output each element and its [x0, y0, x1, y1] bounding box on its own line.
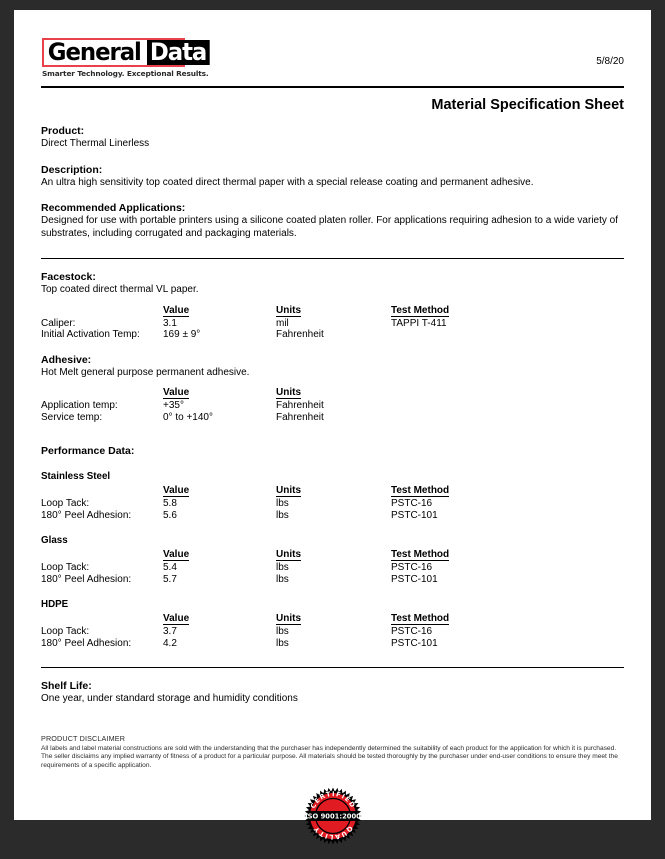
disclaimer-title: PRODUCT DISCLAIMER — [41, 733, 126, 743]
adhesive-text: Hot Melt general purpose permanent adhesive. — [41, 366, 250, 378]
table-row — [41, 574, 624, 586]
document-body — [14, 125, 651, 258]
column-header-units-label: Units — [276, 549, 301, 560]
table-header-row — [41, 485, 624, 498]
row-value: 4.2 — [163, 637, 177, 649]
column-header-blank — [41, 549, 163, 562]
column-header-units — [276, 387, 391, 400]
column-header-test-method — [391, 305, 624, 318]
adhesive-table — [41, 387, 624, 423]
performance-table-glass — [41, 549, 624, 585]
row-units: Fahrenheit — [276, 329, 324, 340]
logo-mark — [42, 38, 207, 67]
row-value: 5.7 — [163, 573, 177, 585]
column-header-value — [163, 485, 276, 498]
row-test-method — [391, 400, 624, 412]
column-header-units-label: Units — [276, 613, 301, 624]
column-header-value — [163, 613, 276, 626]
row-label: Service temp: — [41, 411, 103, 423]
row-units: lbs — [276, 626, 289, 637]
disclaimer-text: All labels and label material constructions are sold with the understanding that the purchaser has independently determined the suitability of each product for the application for which it is purchased. The seller disclaims any implied warranty of fitness of a product for a particular purpose. All materials should be tested thoroughly by the purchaser under end-user conditions to ensure they meet the requirements of a specific application. — [41, 744, 618, 769]
performance-group-name: Stainless Steel — [41, 471, 111, 482]
table-row — [41, 510, 624, 522]
table-row — [41, 498, 624, 510]
column-header-units — [276, 613, 391, 626]
performance-group-name: Glass — [41, 535, 68, 546]
row-value: 0° to +140° — [163, 411, 213, 423]
shelf-life-text: One year, under standard storage and humidity conditions — [41, 693, 298, 704]
iso-seal-top-text: CERTIFIED — [308, 790, 357, 811]
performance-group-name: HDPE — [41, 599, 69, 610]
column-header-value — [163, 387, 276, 400]
performance-data-heading: Performance Data: — [41, 445, 135, 457]
column-header-units — [276, 549, 391, 562]
recommended-applications-text: Designed for use with portable printers using a silicone coated platen roller. For applications requiring adhesion to a wide variety of substrates, including corrugated and packaging materials. — [41, 215, 618, 239]
column-header-blank — [41, 485, 163, 498]
row-test-method: PSTC-16 — [391, 562, 433, 573]
row-units: lbs — [276, 637, 289, 649]
column-header-blank — [41, 305, 163, 318]
row-label: Loop Tack: — [41, 626, 90, 637]
company-logo — [42, 38, 209, 78]
row-units: lbs — [276, 509, 289, 521]
document-footer-body — [14, 680, 651, 846]
column-header-value-label: Value — [163, 613, 190, 624]
column-header-test-method — [391, 613, 624, 626]
row-value: 5.8 — [163, 498, 177, 509]
row-test-method — [391, 329, 624, 341]
table-header-row — [41, 305, 624, 318]
recommended-applications-heading: Recommended Applications: — [41, 202, 186, 214]
document-page — [14, 10, 651, 842]
table-row — [41, 562, 624, 574]
table-row — [41, 329, 624, 341]
table-row — [41, 412, 624, 424]
row-units: lbs — [276, 498, 289, 509]
shelf-life-divider — [41, 667, 624, 668]
adhesive-heading: Adhesive: — [41, 353, 92, 366]
description-heading: Description: — [41, 163, 103, 176]
iso-seal-center-text: ISO 9001:2000 — [304, 812, 361, 821]
column-header-test-method-label: Test Method — [391, 613, 450, 624]
row-units: lbs — [276, 562, 289, 573]
document-title: Material Specification Sheet — [431, 97, 624, 113]
facestock-divider — [41, 258, 624, 259]
table-row — [41, 626, 624, 638]
row-value: 169 ± 9° — [163, 329, 201, 340]
row-test-method: PSTC-16 — [391, 498, 433, 509]
column-header-blank — [41, 613, 163, 626]
column-header-empty — [391, 387, 624, 400]
column-header-test-method-label: Test Method — [391, 549, 450, 560]
row-label: 180° Peel Adhesion: — [41, 637, 132, 649]
row-value: +35° — [163, 400, 184, 411]
row-test-method: PSTC-101 — [391, 573, 438, 585]
performance-table-stainless-steel — [41, 485, 624, 521]
column-header-units-label: Units — [276, 485, 301, 496]
row-value: 3.7 — [163, 626, 177, 637]
facestock-heading: Facestock: — [41, 271, 96, 283]
row-test-method: TAPPI T-411 — [391, 317, 447, 329]
product-heading: Product: — [41, 125, 85, 137]
table-header-row — [41, 613, 624, 626]
column-header-blank — [41, 387, 163, 400]
row-label: Loop Tack: — [41, 562, 90, 573]
table-header-row — [41, 387, 624, 400]
facestock-text: Top coated direct thermal VL paper. — [41, 284, 199, 295]
column-header-value-label: Value — [163, 549, 190, 560]
row-units: Fahrenheit — [276, 400, 324, 411]
column-header-units — [276, 305, 391, 318]
product-text: Direct Thermal Linerless — [41, 138, 150, 149]
row-units: Fahrenheit — [276, 411, 324, 423]
row-label: Application temp: — [41, 400, 118, 411]
description-text: An ultra high sensitivity top coated direct thermal paper with a special release coating and permanent adhesive. — [41, 176, 534, 188]
certification-seal-area — [41, 786, 624, 846]
document-date: 5/8/20 — [596, 56, 624, 67]
row-test-method: PSTC-16 — [391, 626, 433, 637]
column-header-value — [163, 549, 276, 562]
logo-word-general: General — [44, 40, 142, 65]
column-header-value — [163, 305, 276, 318]
iso-seal-bottom-text: QUALITY — [311, 824, 354, 842]
column-header-value-label: Value — [163, 304, 190, 316]
row-value: 3.1 — [163, 317, 177, 329]
column-header-value-label: Value — [163, 485, 190, 496]
row-label: Initial Activation Temp: — [41, 329, 140, 340]
row-label: Loop Tack: — [41, 498, 90, 509]
column-header-test-method — [391, 549, 624, 562]
table-row — [41, 400, 624, 412]
table-header-row — [41, 549, 624, 562]
column-header-value-label: Value — [163, 387, 190, 398]
column-header-test-method-label: Test Method — [391, 485, 450, 496]
document-body-lower — [14, 271, 651, 667]
row-label: Caliper: — [41, 317, 76, 329]
column-header-units-label: Units — [276, 304, 301, 316]
iso-seal-icon — [302, 786, 364, 846]
row-units: lbs — [276, 573, 289, 585]
document-header — [14, 10, 651, 86]
row-test-method: PSTC-101 — [391, 509, 438, 521]
logo-tagline: Smarter Technology. Exceptional Results. — [42, 69, 209, 78]
row-value: 5.6 — [163, 509, 177, 521]
row-test-method: PSTC-101 — [391, 637, 438, 649]
shelf-life-heading: Shelf Life: — [41, 680, 92, 692]
iso-certification-seal — [302, 786, 364, 846]
performance-table-hdpe — [41, 613, 624, 649]
column-header-test-method-label: Test Method — [391, 304, 450, 316]
header-divider — [41, 86, 624, 88]
column-header-test-method — [391, 485, 624, 498]
facestock-table — [41, 305, 624, 341]
column-header-units-label: Units — [276, 387, 301, 398]
row-label: 180° Peel Adhesion: — [41, 573, 132, 585]
row-label: 180° Peel Adhesion: — [41, 509, 132, 521]
logo-word-data: Data — [147, 40, 210, 65]
row-test-method — [391, 412, 624, 424]
spacer — [41, 649, 624, 667]
column-header-units — [276, 485, 391, 498]
row-value: 5.4 — [163, 562, 177, 573]
table-row — [41, 638, 624, 650]
row-units: mil — [276, 317, 289, 329]
table-row — [41, 318, 624, 330]
spacer — [41, 240, 624, 258]
